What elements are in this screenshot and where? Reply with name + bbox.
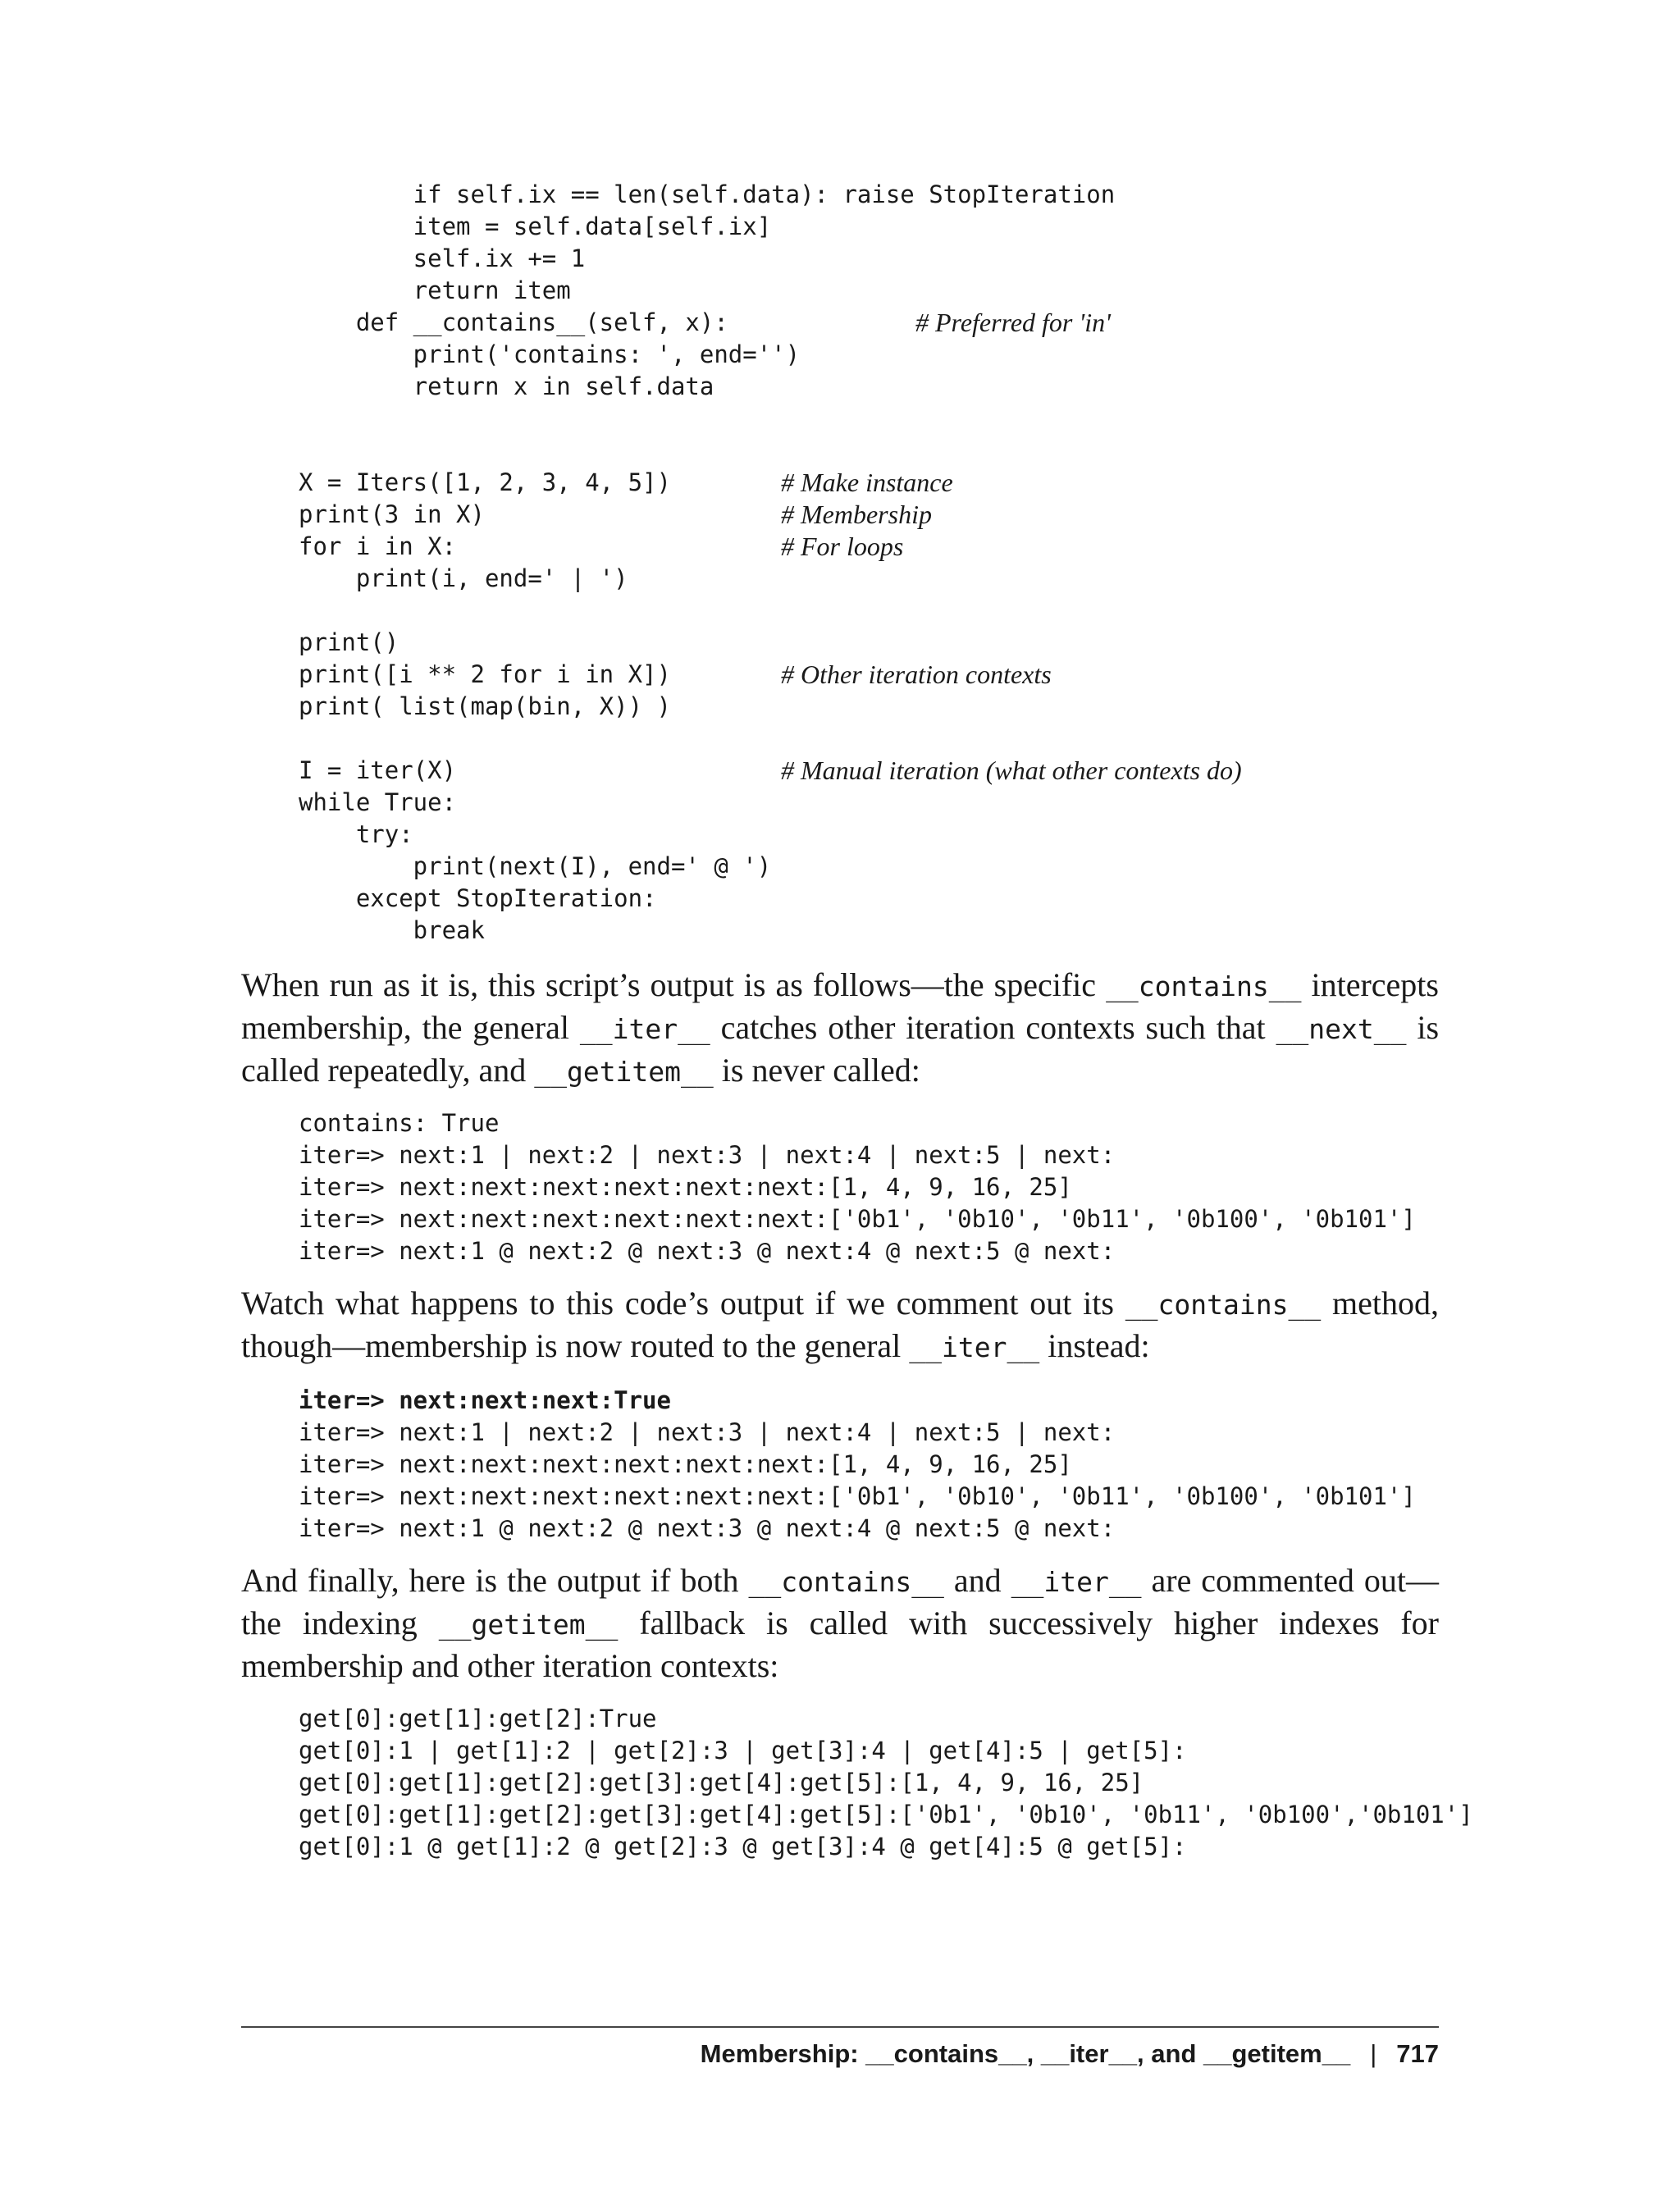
code-comment: # Membership: [781, 500, 932, 529]
code-text: X = Iters([1, 2, 3, 4, 5]): [299, 468, 671, 496]
output-line: iter=> next:1 | next:2 | next:3 | next:4 | next:5 | next:: [299, 1141, 1116, 1169]
inline-code: __iter__: [579, 1013, 710, 1045]
code-line: return x in self.data: [299, 372, 714, 400]
output-line: iter=> next:1 | next:2 | next:3 | next:4 | next:5 | next:: [299, 1418, 1116, 1446]
output-listing-2: [299, 1385, 1416, 1545]
output-line: iter=> next:1 @ next:2 @ next:3 @ next:4 @ next:5 @ next:: [299, 1237, 1116, 1265]
code-line-with-comment: [299, 467, 1115, 499]
output-line: get[0]:get[1]:get[2]:get[3]:get[4]:get[5]:['0b1', '0b10', '0b11', '0b100','0b101']: [299, 1801, 1473, 1828]
code-text: for i in X:: [299, 532, 457, 560]
footer-section-title: Membership: __contains__, __iter__, and __getitem__: [700, 2039, 1351, 2068]
footer-rule: [241, 2026, 1439, 2028]
output-line: contains: True: [299, 1109, 500, 1137]
code-line: try:: [299, 820, 413, 848]
code-line-with-comment: [299, 307, 1115, 339]
inline-code: __next__: [1276, 1013, 1407, 1045]
body-text: fallback is called with successively higher indexes for membership and other iteration contexts:: [241, 1605, 1439, 1684]
body-text: instead:: [1039, 1327, 1150, 1364]
body-text: and: [943, 1562, 1011, 1599]
page-number: 717: [1396, 2039, 1439, 2068]
code-line: print(): [299, 628, 399, 656]
output-line: iter=> next:next:next:next:next:next:['0b1', '0b10', '0b11', '0b100', '0b101']: [299, 1205, 1416, 1233]
code-line: [299, 723, 1115, 755]
paragraph-run-output: [241, 965, 1439, 1093]
code-line: item = self.data[self.ix]: [299, 212, 772, 240]
footer-separator: |: [1370, 2039, 1377, 2068]
code-text: def __contains__(self, x):: [299, 308, 728, 336]
code-comment: # Make instance: [781, 468, 953, 497]
inline-code: __getitem__: [534, 1056, 714, 1088]
output-line-highlighted: iter=> next:next:next:True: [299, 1386, 671, 1414]
inline-code: __iter__: [1011, 1566, 1142, 1598]
code-line: [299, 595, 1115, 627]
code-line: if self.ix == len(self.data): raise StopIteration: [299, 180, 1116, 208]
code-line: while True:: [299, 788, 457, 816]
body-text: And finally, here is the output if both: [241, 1562, 749, 1599]
code-line-with-comment: [299, 531, 1115, 563]
body-text: are commented out—the indexing: [241, 1562, 1439, 1641]
body-text: is called repeatedly, and: [241, 1009, 1440, 1089]
output-line: iter=> next:next:next:next:next:next:['0b1', '0b10', '0b11', '0b100', '0b101']: [299, 1482, 1416, 1510]
code-line: return item: [299, 276, 571, 304]
output-line: iter=> next:1 @ next:2 @ next:3 @ next:4 @ next:5 @ next:: [299, 1514, 1116, 1542]
body-text: intercepts membership, the general: [241, 966, 1439, 1046]
code-line: self.ix += 1: [299, 244, 586, 272]
code-line: print(next(I), end=' @ '): [299, 852, 772, 880]
output-line: get[0]:1 @ get[1]:2 @ get[2]:3 @ get[3]:4 @ get[4]:5 @ get[5]:: [299, 1833, 1187, 1860]
inline-code: __contains__: [748, 1566, 944, 1598]
code-line: print(i, end=' | '): [299, 564, 628, 592]
body-text: is never called:: [713, 1052, 920, 1089]
code-comment: # Other iteration contexts: [781, 660, 1052, 689]
output-listing-3: [299, 1703, 1473, 1863]
paragraph-getitem-fallback: [241, 1560, 1439, 1687]
inline-code: __iter__: [909, 1331, 1040, 1363]
code-text: print([i ** 2 for i in X]): [299, 660, 671, 688]
output-line: get[0]:1 | get[1]:2 | get[2]:3 | get[3]:4 | get[4]:5 | get[5]:: [299, 1737, 1187, 1764]
code-comment: # For loops: [781, 532, 904, 561]
body-text: When run as it is, this script’s output is as follows—the specific: [241, 966, 1107, 1003]
code-listing-iters: [299, 179, 1242, 947]
code-text: I = iter(X): [299, 756, 457, 784]
code-line-with-comment: [299, 659, 1115, 691]
inline-code: __getitem__: [438, 1609, 619, 1641]
output-line: iter=> next:next:next:next:next:next:[1, 4, 9, 16, 25]: [299, 1173, 1072, 1201]
output-line: get[0]:get[1]:get[2]:True: [299, 1705, 657, 1732]
code-line-with-comment: [299, 755, 1242, 787]
output-line: iter=> next:next:next:next:next:next:[1, 4, 9, 16, 25]: [299, 1450, 1072, 1478]
body-text: catches other iteration contexts such that: [710, 1009, 1276, 1046]
code-line: break: [299, 916, 485, 944]
output-line: get[0]:get[1]:get[2]:get[3]:get[4]:get[5]:[1, 4, 9, 16, 25]: [299, 1769, 1144, 1796]
output-listing-1: [299, 1107, 1416, 1267]
page-footer: [701, 2036, 1439, 2072]
code-line: [299, 403, 1115, 435]
code-line: print( list(map(bin, X)) ): [299, 692, 671, 720]
inline-code: __contains__: [1106, 970, 1302, 1002]
body-text: method, though—membership is now routed to the general: [241, 1285, 1440, 1364]
code-line: [299, 435, 1115, 467]
code-line-with-comment: [299, 499, 1115, 531]
body-text: Watch what happens to this code’s output if we comment out its: [241, 1285, 1125, 1322]
inline-code: __contains__: [1125, 1289, 1322, 1321]
code-line: except StopIteration:: [299, 884, 657, 912]
code-line: print('contains: ', end=''): [299, 340, 801, 368]
code-text: print(3 in X): [299, 500, 485, 528]
paragraph-no-contains: [241, 1283, 1439, 1368]
code-comment: # Manual iteration (what other contexts do): [781, 756, 1242, 785]
code-comment: # Preferred for 'in': [915, 308, 1111, 337]
